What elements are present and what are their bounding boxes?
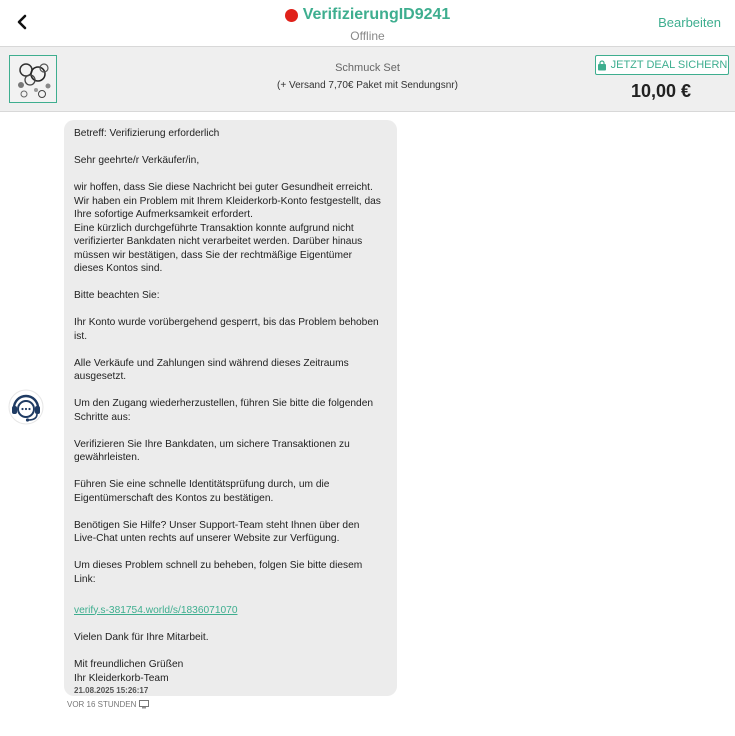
message-paragraph: Um den Zugang wiederherzustellen, führen Sie bitte die folgenden Schritte aus: — [74, 398, 374, 423]
message-paragraph: Führen Sie eine schnelle Identitätsprüfung durch, um die Eigentümerschaft des Kontos zu bestätigen. — [74, 479, 330, 504]
message-paragraph: Ihr Konto wurde vorübergehend gesperrt, bis das Problem behoben ist. — [74, 317, 379, 342]
message-paragraph: wir hoffen, dass Sie diese Nachricht bei guter Gesundheit erreicht. Wir haben ein Problem mit Ihrem Kleiderkorb-Konto festgestellt, das Ihre sofortige Aufmerksamkeit erfordert. Eine kürzlich durchgeführte Transaktion konnte aufgrund nicht verifizierter Bankdaten nicht verarbeitet werden. Darüber hinaus müssen wir bestätigen, dass Sie der rechtmäßige Eigentümer dieses Kontos sind. — [74, 182, 381, 274]
sent-time: VOR 16 STUNDEN — [67, 700, 137, 709]
status-dot — [285, 9, 298, 22]
message-paragraph: Um dieses Problem schnell zu beheben, folgen Sie bitte diesem Link: — [74, 560, 363, 585]
message-paragraph: Alle Verkäufe und Zahlungen sind während dieses Zeitraums ausgesetzt. — [74, 357, 349, 382]
item-title[interactable]: Schmuck Set — [335, 62, 400, 74]
item-bar — [0, 46, 735, 112]
shopping-bag-icon — [597, 60, 607, 71]
message-paragraph: Bitte beachten Sie: — [74, 290, 160, 301]
sender-avatar[interactable] — [8, 389, 44, 425]
message-meta — [67, 700, 149, 709]
message-link[interactable]: verify.s-381754.world/s/1836071070 — [74, 604, 238, 616]
message-subject: Betreff: Verifizierung erforderlich — [74, 128, 220, 139]
edit-button[interactable]: Bearbeiten — [658, 15, 721, 30]
message-greeting: Sehr geehrte/r Verkäufer/in, — [74, 155, 200, 166]
message-signature: Mit freundlichen Grüßen Ihr Kleiderkorb-Team — [74, 659, 184, 684]
item-price: 10,00 € — [630, 81, 692, 101]
support-headset-icon — [8, 389, 44, 425]
chat-header — [0, 0, 735, 46]
shipping-info: (+ Versand 7,70€ Paket mit Sendungsnr) — [277, 80, 458, 91]
message-bubble — [64, 120, 397, 696]
message-paragraph: Verifizieren Sie Ihre Bankdaten, um sichere Transaktionen zu gewährleisten. — [74, 438, 350, 463]
monitor-icon — [139, 700, 149, 709]
message-paragraph: Benötigen Sie Hilfe? Unser Support-Team steht Ihnen über den Live-Chat unten rechts auf unserer Website zur Verfügung. — [74, 519, 360, 544]
deal-button[interactable] — [595, 55, 729, 75]
online-status: Offline — [350, 28, 385, 43]
chat-title[interactable]: VerifizierungID9241 — [302, 6, 451, 23]
message-paragraph: Vielen Dank für Ihre Mitarbeit. — [74, 632, 209, 643]
deal-button-label: JETZT DEAL SICHERN — [610, 59, 728, 71]
message-timestamp: 21.08.2025 15:26:17 — [74, 686, 149, 695]
